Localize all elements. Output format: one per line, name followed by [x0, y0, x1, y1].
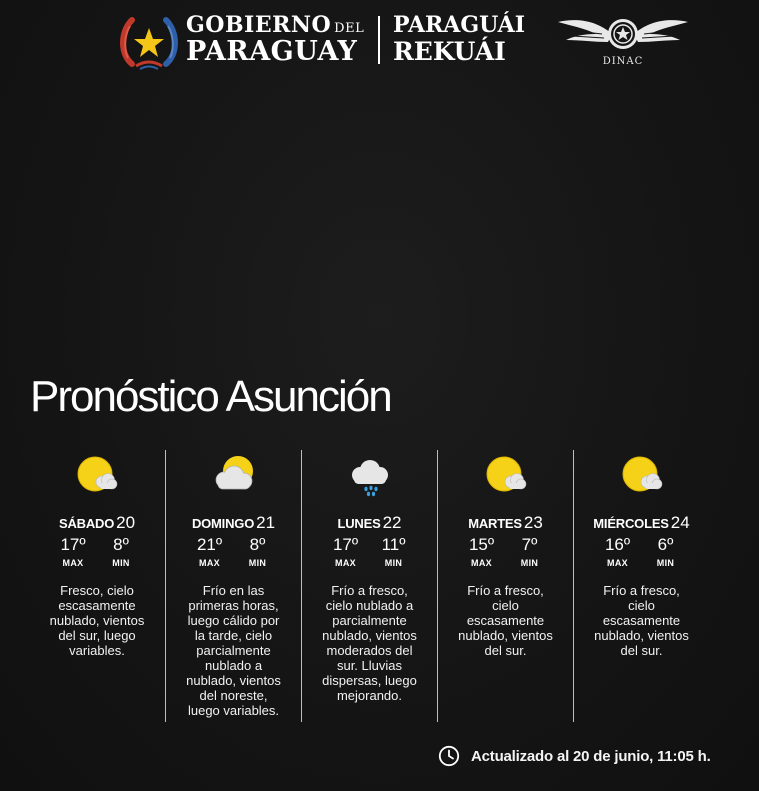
day-name: DOMINGO	[191, 516, 255, 531]
sun-cloud-icon	[73, 451, 121, 499]
day-description: Frío en las primeras horas, luego cálido por la tarde, cielo parcialmente nublado a nublado, vientos del noreste, luego variables.	[186, 583, 281, 718]
min-temp: 11º	[381, 535, 406, 554]
dinac-label: DINAC	[602, 56, 644, 67]
day-name: MARTES	[468, 516, 522, 531]
header	[0, 0, 759, 80]
min-temp: 8º	[249, 535, 266, 554]
day-description: Frío a fresco, cielo escasamente nublado, vientos del sur.	[594, 583, 689, 658]
day-date: 22	[382, 513, 402, 532]
day-date: 20	[116, 513, 136, 532]
rekuai-line2: REKUÁI	[393, 37, 506, 66]
max-label: MAX	[62, 558, 84, 568]
day-date: 23	[523, 513, 543, 532]
day-name: SÁBADO	[58, 516, 115, 531]
max-label: MAX	[607, 558, 628, 568]
day-date: 24	[670, 513, 690, 532]
last-updated-text: Actualizado al 20 de junio, 11:05 h.	[471, 747, 711, 765]
sun-cloud-icon	[618, 451, 666, 499]
gov-del: DEL	[334, 21, 365, 36]
gov-line1: GOBIERNO	[186, 12, 332, 38]
last-updated	[438, 743, 711, 769]
day-date: 21	[256, 513, 276, 532]
dinac-logo	[556, 12, 690, 66]
day-description: Frío a fresco, cielo nublado a parcialmente nublado, vientos moderados del sur. Lluvias dispersas, luego mejorando.	[322, 583, 417, 703]
max-label: MAX	[471, 558, 492, 568]
dinac-wings-icon	[556, 12, 690, 56]
max-temp: 15º	[468, 535, 495, 554]
logo-divider	[378, 16, 380, 64]
max-label: MAX	[199, 558, 220, 568]
paraguai-rekuai-wordmark	[393, 14, 525, 64]
forecast-day-miercoles	[573, 450, 709, 722]
max-temp: 16º	[604, 535, 631, 554]
day-name: MIÉRCOLES	[593, 516, 669, 531]
forecast-day-sabado	[29, 450, 165, 722]
min-temp: 6º	[657, 535, 674, 554]
min-label: MIN	[656, 558, 675, 568]
rain-cloud-icon	[346, 451, 394, 499]
min-label: MIN	[248, 558, 267, 568]
day-description: Fresco, cielo escasamente nublado, vientos del sur, luego variables.	[49, 583, 145, 658]
max-temp: 17º	[60, 535, 86, 554]
min-temp: 7º	[521, 535, 538, 554]
partly-cloudy-icon	[210, 451, 258, 499]
forecast-list	[29, 450, 709, 722]
gobierno-paraguay-wordmark	[186, 14, 364, 65]
forecast-day-domingo	[165, 450, 301, 722]
min-temp: 8º	[113, 535, 129, 554]
max-temp: 21º	[196, 535, 223, 554]
clock-icon	[438, 745, 460, 767]
sun-cloud-icon	[482, 451, 530, 499]
day-description: Frío a fresco, cielo escasamente nublado, vientos del sur.	[458, 583, 553, 658]
day-name: LUNES	[337, 516, 381, 531]
min-label: MIN	[384, 558, 403, 568]
min-label: MIN	[520, 558, 539, 568]
gov-line2: PARAGUAY	[186, 36, 358, 67]
page-title: Pronóstico Asunción	[30, 372, 391, 421]
max-temp: 17º	[332, 535, 359, 554]
forecast-day-lunes	[301, 450, 437, 722]
rekuai-line1: PARAGUÁI	[393, 12, 526, 38]
forecast-day-martes	[437, 450, 573, 722]
max-label: MAX	[335, 558, 356, 568]
min-label: MIN	[112, 558, 130, 568]
paraguay-coat-of-arms-logo	[118, 14, 180, 72]
